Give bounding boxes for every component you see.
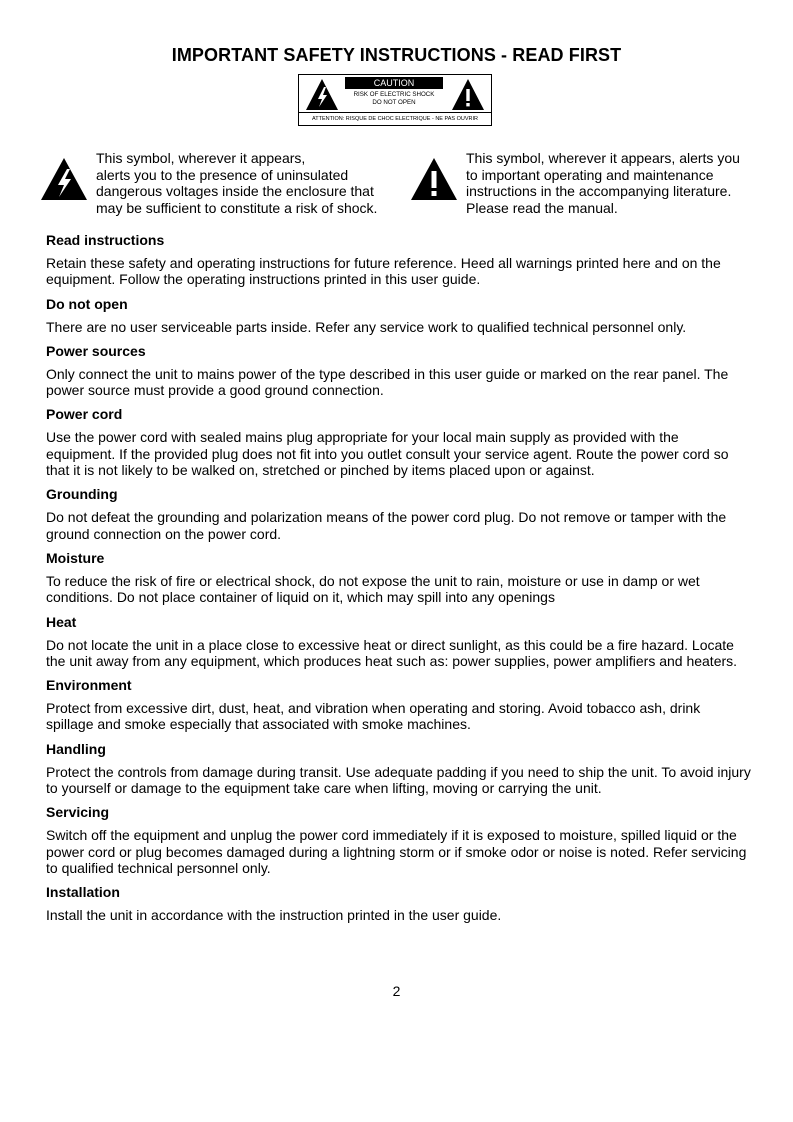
section-read-instructions xyxy=(46,232,751,288)
shock-line-3: dangerous voltages inside the enclosure that xyxy=(96,183,374,199)
section-body: Use the power cord with sealed mains plug appropriate for your local main supply as provided with the equipment. If the provided plug does not fit into you outlet consult your service agent. Route the power cord so that it is not likely to be walked on, stretched or pinched by items placed upon or against. xyxy=(46,429,729,479)
section-body: Protect the controls from damage during transit. Use adequate padding if you need to ship the unit. To avoid injury to yourself or damage to the equipment take care when lifting, moving or carrying the unit. xyxy=(46,763,751,797)
section-heading: Read instructions xyxy=(46,232,165,248)
section-handling xyxy=(46,741,751,797)
section-heading: Moisture xyxy=(46,549,105,566)
section-heading: Heat xyxy=(46,613,77,630)
safety-sections xyxy=(46,232,751,932)
section-servicing xyxy=(46,804,751,876)
shock-line-4: may be sufficient to constitute a risk of shock. xyxy=(96,199,378,216)
section-power-cord xyxy=(46,406,751,478)
section-heading: Installation xyxy=(46,884,120,901)
caution-label xyxy=(298,74,492,126)
exclamation-warning-icon xyxy=(410,157,458,201)
page-number: 2 xyxy=(392,983,401,999)
exclamation-warning-icon xyxy=(451,78,485,111)
page-title: IMPORTANT SAFETY INSTRUCTIONS - READ FIRST xyxy=(171,45,622,65)
manual-line-3: instructions in the accompanying literature. xyxy=(466,183,732,199)
section-body: To reduce the risk of fire or electrical shock, do not expose the unit to rain, moisture or use in damp or wet conditions. Do not place container of liquid on it, which may spill into any openings xyxy=(46,572,700,606)
section-body: Only connect the unit to mains power of the type described in this user guide or marked on the rear panel. The power source must provide a good ground connection. xyxy=(46,365,729,399)
section-heading: Handling xyxy=(46,740,106,757)
section-body: Do not locate the unit in a place close to excessive heat or direct sunlight, as this could be a fire hazard. Locate the unit away from any equipment, which produces heat such as: power supplies, power amplifiers and heaters. xyxy=(46,636,738,669)
caution-attention-text: ATTENTION: RISQUE DE CHOC ELECTRIQUE - NE PAS OUVRIR xyxy=(299,112,491,125)
section-heading: Grounding xyxy=(46,486,118,503)
manual-line-4: Please read the manual. xyxy=(466,199,618,216)
manual-symbol-text xyxy=(466,150,740,216)
section-heat xyxy=(46,614,751,670)
lightning-warning-icon xyxy=(305,78,339,111)
lightning-bolt-warning-icon xyxy=(40,157,88,201)
section-do-not-open xyxy=(46,296,751,335)
section-power-sources xyxy=(46,343,751,399)
caution-text-block xyxy=(345,77,443,114)
shock-line-2: alerts you to the presence of uninsulated xyxy=(96,166,349,183)
section-heading: Servicing xyxy=(46,804,110,821)
section-installation xyxy=(46,884,751,923)
section-heading: Do not open xyxy=(46,295,128,312)
manual-line-2: to important operating and maintenance xyxy=(466,166,714,183)
manual-symbol-note xyxy=(410,150,755,220)
section-body: Install the unit in accordance with the instruction printed in the user guide. xyxy=(46,907,502,924)
section-heading: Power sources xyxy=(46,342,146,359)
section-body: Protect from excessive dirt, dust, heat, and vibration when operating and storing. Avoid tobacco ash, drink spillage and smoke especially that associated with smoke machines. xyxy=(46,700,701,733)
section-heading: Power cord xyxy=(46,406,123,423)
caution-line-2: DO NOT OPEN xyxy=(372,99,416,106)
caution-heading: CAUTION xyxy=(345,77,443,89)
caution-line-1: RISK OF ELECTRIC SHOCK xyxy=(353,91,435,98)
section-body: Do not defeat the grounding and polarization means of the power cord plug. Do not remove or tamper with the ground connection on the power cord. xyxy=(46,509,727,542)
shock-line-1: This symbol, wherever it appears, xyxy=(96,150,306,166)
section-environment xyxy=(46,677,751,733)
manual-line-1: This symbol, wherever it appears, alerts you xyxy=(466,150,740,166)
shock-symbol-text xyxy=(96,150,377,216)
section-grounding xyxy=(46,486,751,542)
shock-symbol-note xyxy=(40,150,400,220)
section-heading: Environment xyxy=(46,677,132,694)
section-body: Retain these safety and operating instructions for future reference. Heed all warnings printed here and on the equipment. Follow the operating instructions printed in this user guide. xyxy=(46,255,721,288)
section-body: Switch off the equipment and unplug the power cord immediately if it is exposed to moisture, spilled liquid or the power cord or plug becomes damaged during a lightning storm or if smoke odor or noise is noted. Refer servicing to qualified technical personnel only. xyxy=(46,827,747,876)
section-moisture xyxy=(46,550,751,606)
section-body: There are no user serviceable parts inside. Refer any service work to qualified technical personnel only. xyxy=(46,318,687,335)
